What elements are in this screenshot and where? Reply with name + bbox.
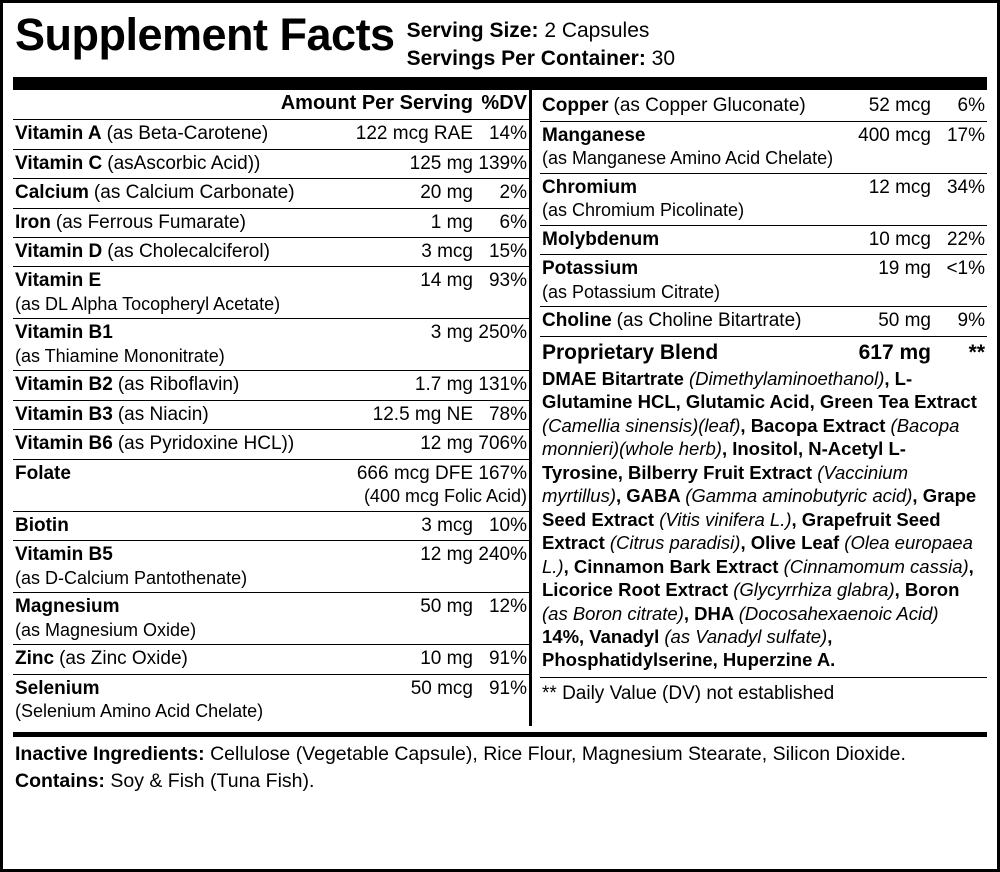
nutrient-name: Manganese bbox=[542, 124, 646, 146]
nutrient-row bbox=[13, 319, 529, 371]
nutrient-subtext: (as Chromium Picolinate) bbox=[542, 200, 745, 221]
servings-per-container-value: 30 bbox=[651, 46, 676, 70]
proprietary-blend-amount: 617 mg bbox=[858, 340, 931, 364]
nutrient-dv: 240% bbox=[478, 544, 527, 566]
nutrient-dv: 91% bbox=[488, 677, 527, 699]
nutrient-row-main bbox=[542, 125, 985, 147]
nutrient-name: Vitamin A bbox=[15, 123, 102, 145]
nutrient-row-main bbox=[15, 270, 527, 292]
nutrient-name: Vitamin B1 bbox=[15, 322, 113, 344]
contains-label: Contains: bbox=[15, 769, 105, 792]
nutrient-row bbox=[13, 593, 529, 645]
header-divider bbox=[13, 77, 987, 90]
facts-column-left bbox=[13, 90, 529, 725]
nutrient-dv: 91% bbox=[488, 648, 527, 670]
proprietary-blend-name: Proprietary Blend bbox=[542, 340, 719, 364]
nutrient-name: Vitamin C bbox=[15, 152, 103, 174]
nutrient-amount: 52 mcg bbox=[868, 95, 931, 117]
nutrient-row bbox=[540, 255, 987, 307]
nutrient-row-main bbox=[15, 182, 527, 204]
nutrient-dv: 78% bbox=[488, 403, 527, 425]
nutrient-amount: 1.7 mg bbox=[414, 374, 473, 396]
nutrient-name: Vitamin B2 bbox=[15, 374, 113, 396]
nutrient-dv: 706% bbox=[478, 433, 527, 455]
nutrient-dv: 14% bbox=[488, 123, 527, 145]
nutrient-row bbox=[13, 645, 529, 674]
nutrient-row bbox=[13, 675, 529, 726]
nutrient-name: Vitamin E bbox=[15, 270, 102, 292]
inactive-ingredients-label: Inactive Ingredients: bbox=[15, 742, 205, 765]
nutrient-dv: 34% bbox=[946, 176, 985, 198]
page-title: Supplement Facts bbox=[15, 9, 395, 60]
nutrient-row-main bbox=[15, 463, 527, 485]
nutrient-source: (as Choline Bitartrate) bbox=[616, 310, 802, 332]
proprietary-blend-ingredients: DMAE Bitartrate (Dimethylaminoethanol), L-Glutamine HCL, Glutamic Acid, Green Tea Extract (Camellia sinensis)(leaf), Bacopa Extract (Bacopa monnieri)(whole herb), Inositol, N-Acetyl L-Tyrosine, Bilberry Fruit Extract (Vaccinium myrtillus), GABA (Gamma aminobutyric acid), Grape Seed Extract (Vitis vinifera L.), Grapefruit Seed Extract (Citrus paradisi), Olive Leaf (Olea europaea L.), Cinnamon Bark Extract (Cinnamomum cassia), Licorice Root Extract (Glycyrrhiza glabra), Boron (as Boron citrate), DHA (Docosahexaenoic Acid) 14%, Vanadyl (as Vanadyl sulfate), Phosphatidylserine, Huperzine A. bbox=[540, 367, 987, 678]
column-divider bbox=[529, 90, 532, 725]
nutrient-subtext: (as Manganese Amino Acid Chelate) bbox=[542, 148, 834, 169]
nutrient-source: (as Pyridoxine HCL)) bbox=[117, 433, 295, 455]
nutrient-rows-right bbox=[540, 92, 987, 336]
nutrient-name: Vitamin B5 bbox=[15, 544, 113, 566]
nutrient-amount: 12 mg bbox=[420, 544, 473, 566]
proprietary-blend-dv: ** bbox=[968, 340, 985, 364]
nutrient-amount: 10 mg bbox=[420, 648, 473, 670]
nutrient-dv: 250% bbox=[478, 322, 527, 344]
nutrient-row-main bbox=[15, 515, 527, 537]
nutrient-amount: 122 mcg RAE bbox=[355, 123, 473, 145]
nutrient-dv: 93% bbox=[488, 270, 527, 292]
nutrient-subtext: (as Potassium Citrate) bbox=[542, 281, 721, 302]
nutrient-source: (as Copper Gluconate) bbox=[613, 95, 806, 117]
footer-text bbox=[13, 737, 987, 795]
nutrient-amount: 10 mcg bbox=[868, 228, 931, 250]
servings-per-container-label: Servings Per Container: bbox=[406, 46, 646, 70]
nutrient-source: (as Zinc Oxide) bbox=[59, 648, 188, 670]
nutrient-row bbox=[540, 122, 987, 174]
nutrient-source: (as Niacin) bbox=[117, 403, 209, 425]
nutrient-row bbox=[13, 120, 529, 149]
nutrient-amount: 50 mg bbox=[420, 596, 473, 618]
nutrient-name: Selenium bbox=[15, 677, 100, 699]
nutrient-row bbox=[13, 209, 529, 238]
nutrient-row bbox=[13, 179, 529, 208]
nutrient-amount: 19 mg bbox=[878, 258, 931, 280]
serving-size-line bbox=[407, 17, 985, 45]
nutrient-row-main bbox=[542, 310, 985, 332]
nutrient-row-main bbox=[15, 123, 527, 145]
serving-size-label: Serving Size: bbox=[406, 19, 539, 42]
nutrient-dv: 9% bbox=[957, 310, 985, 332]
facts-columns bbox=[13, 90, 987, 725]
nutrient-amount: 3 mcg bbox=[421, 241, 473, 263]
nutrient-name: Copper bbox=[542, 95, 609, 117]
nutrient-name: Molybdenum bbox=[542, 228, 660, 250]
panel-header bbox=[13, 9, 987, 72]
nutrient-amount: 3 mcg bbox=[421, 514, 473, 536]
nutrient-name: Iron bbox=[15, 211, 51, 233]
nutrient-row-main bbox=[15, 241, 527, 263]
nutrient-amount: 666 mcg DFE bbox=[356, 462, 473, 484]
dv-header: %DV bbox=[481, 92, 527, 115]
nutrient-dv: <1% bbox=[946, 258, 985, 280]
nutrient-amount: 1 mg bbox=[430, 211, 473, 233]
nutrient-source: (as Ferrous Fumarate) bbox=[55, 211, 246, 233]
nutrient-row bbox=[13, 238, 529, 267]
nutrient-dv: 2% bbox=[499, 182, 527, 204]
nutrient-row bbox=[13, 430, 529, 459]
nutrient-row-main bbox=[15, 212, 527, 234]
proprietary-blend-header bbox=[540, 337, 987, 367]
serving-info bbox=[407, 17, 985, 72]
nutrient-row-main bbox=[542, 229, 985, 251]
nutrient-row-main bbox=[542, 258, 985, 280]
nutrient-subtext: (as Thiamine Mononitrate) bbox=[15, 345, 225, 366]
nutrient-amount: 50 mcg bbox=[410, 677, 473, 699]
nutrient-amount: 14 mg bbox=[420, 270, 473, 292]
nutrient-subtext: (as Magnesium Oxide) bbox=[15, 619, 197, 640]
nutrient-row bbox=[13, 401, 529, 430]
nutrient-name: Zinc bbox=[15, 648, 55, 670]
nutrient-row-main bbox=[15, 404, 527, 426]
nutrient-row bbox=[13, 267, 529, 319]
nutrient-name: Vitamin D bbox=[15, 241, 103, 263]
nutrient-subtext: (as D-Calcium Pantothenate) bbox=[15, 567, 248, 588]
nutrient-row bbox=[540, 174, 987, 226]
nutrient-amount: 12 mcg bbox=[868, 176, 931, 198]
nutrient-row-main bbox=[542, 95, 985, 117]
nutrient-amount: 400 mcg bbox=[858, 124, 931, 146]
nutrient-row bbox=[540, 226, 987, 255]
contains-line bbox=[15, 769, 985, 794]
nutrient-dv: 15% bbox=[488, 241, 527, 263]
dv-footnote: ** Daily Value (DV) not established bbox=[542, 682, 835, 704]
nutrient-amount: 125 mg bbox=[409, 152, 473, 174]
nutrient-subtext: (as DL Alpha Tocopheryl Acetate) bbox=[15, 293, 281, 314]
table-header-left bbox=[13, 90, 529, 120]
nutrient-row-main bbox=[15, 322, 527, 344]
nutrient-name: Calcium bbox=[15, 182, 89, 204]
facts-column-right bbox=[540, 90, 987, 725]
nutrient-dv: 10% bbox=[488, 514, 527, 536]
servings-per-container-line bbox=[407, 45, 985, 73]
nutrient-dv: 6% bbox=[499, 211, 527, 233]
nutrient-row-main bbox=[15, 433, 527, 455]
nutrient-name: Vitamin B3 bbox=[15, 403, 113, 425]
nutrient-dv: 131% bbox=[478, 374, 527, 396]
nutrient-name: Vitamin B6 bbox=[15, 433, 113, 455]
nutrient-row-main bbox=[15, 596, 527, 618]
nutrient-amount: 12 mg bbox=[420, 433, 473, 455]
nutrient-row bbox=[13, 512, 529, 541]
nutrient-row-main bbox=[15, 648, 527, 670]
nutrient-dv: 22% bbox=[946, 228, 985, 250]
nutrient-row-main bbox=[15, 374, 527, 396]
contains-value: Soy & Fish (Tuna Fish). bbox=[110, 769, 315, 792]
nutrient-row-main bbox=[15, 544, 527, 566]
nutrient-dv: 139% bbox=[478, 152, 527, 174]
nutrient-amount: 3 mg bbox=[430, 322, 473, 344]
nutrient-name: Magnesium bbox=[15, 596, 120, 618]
nutrient-dv: 167% bbox=[478, 462, 527, 484]
nutrient-source: (as Beta-Carotene) bbox=[106, 123, 269, 145]
nutrient-rows-right-wrap bbox=[540, 90, 987, 336]
nutrient-row-main bbox=[542, 177, 985, 199]
nutrient-row bbox=[13, 371, 529, 400]
nutrient-source: (as Cholecalciferol) bbox=[107, 241, 270, 263]
nutrient-row bbox=[540, 307, 987, 336]
nutrient-source: (as Calcium Carbonate) bbox=[93, 182, 295, 204]
nutrient-row bbox=[13, 541, 529, 593]
nutrient-name: Chromium bbox=[542, 176, 637, 198]
nutrient-dv: 12% bbox=[488, 596, 527, 618]
nutrient-row bbox=[13, 150, 529, 179]
nutrient-name: Potassium bbox=[542, 258, 639, 280]
nutrient-amount: 50 mg bbox=[878, 310, 931, 332]
nutrient-row-main bbox=[15, 678, 527, 700]
nutrient-amount: 20 mg bbox=[420, 182, 473, 204]
nutrient-name: Folate bbox=[15, 462, 71, 484]
nutrient-row-main bbox=[15, 153, 527, 175]
nutrient-subtext: (400 mcg Folic Acid) bbox=[363, 486, 527, 507]
nutrient-source: (as Riboflavin) bbox=[117, 374, 240, 396]
nutrient-source: (asAscorbic Acid)) bbox=[107, 152, 261, 174]
nutrient-row bbox=[540, 92, 987, 121]
nutrient-name: Choline bbox=[542, 310, 612, 332]
inactive-ingredients-line bbox=[15, 742, 985, 767]
nutrient-subtext: (Selenium Amino Acid Chelate) bbox=[15, 700, 264, 721]
nutrient-amount: 12.5 mg NE bbox=[372, 403, 473, 425]
nutrient-dv: 17% bbox=[946, 124, 985, 146]
serving-size-value: 2 Capsules bbox=[544, 19, 650, 42]
nutrient-rows-left bbox=[13, 120, 529, 725]
inactive-ingredients-value: Cellulose (Vegetable Capsule), Rice Flour, Magnesium Stearate, Silicon Dioxide. bbox=[210, 742, 906, 765]
nutrient-dv: 6% bbox=[957, 95, 985, 117]
nutrient-name: Biotin bbox=[15, 514, 69, 536]
nutrient-row bbox=[13, 460, 529, 512]
amount-per-serving-header: Amount Per Serving bbox=[280, 92, 473, 115]
